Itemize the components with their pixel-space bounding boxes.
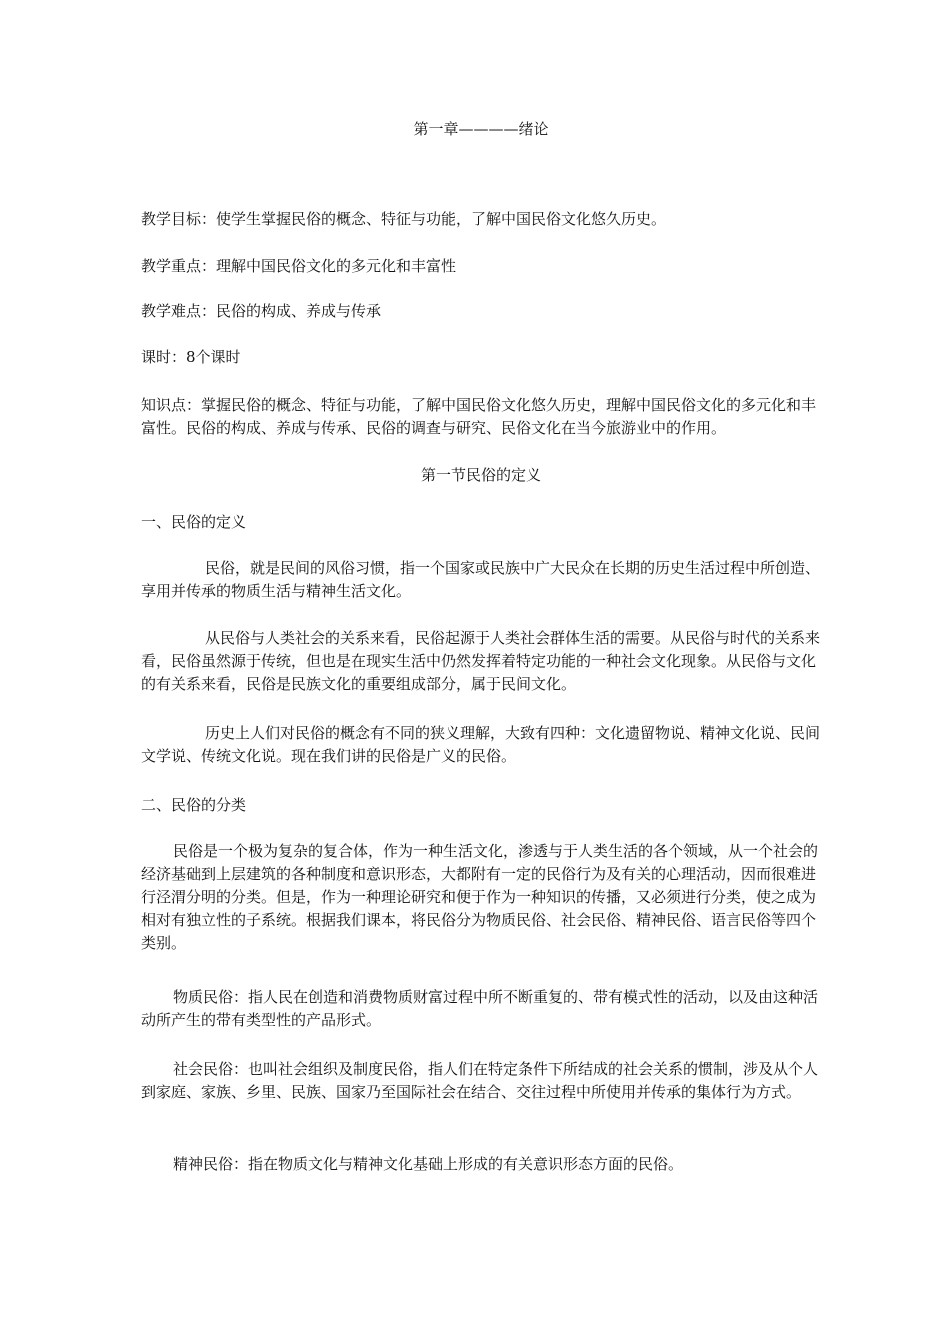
paragraph-definition: 民俗，就是民间的风俗习惯，指一个国家或民族中广大民众在长期的历史生活过程中所创造、享用并传承的物质生活与精神生活文化。	[141, 559, 821, 600]
heading-definition: 一、民俗的定义	[141, 513, 247, 531]
paragraph-history: 历史上人们对民俗的概念有不同的狭义理解，大致有四种：文化遗留物说、精神文化说、民间文学说、传统文化说。现在我们讲的民俗是广义的民俗。	[141, 724, 821, 765]
teaching-objectives: 教学目标：使学生掌握民俗的概念、特征与功能，了解中国民俗文化悠久历史。	[141, 210, 667, 228]
section-title: 第一节民俗的定义	[420, 466, 541, 484]
teaching-difficulties: 教学难点：民俗的构成、养成与传承	[141, 302, 382, 320]
chapter-title: 第一章————绪论	[413, 120, 549, 138]
knowledge-points: 知识点：掌握民俗的概念、特征与功能，了解中国民俗文化悠久历史，理解中国民俗文化的多元化和丰富性。民俗的构成、养成与传承、民俗的调查与研究、民俗文化在当今旅游业中的作用。	[141, 396, 817, 437]
class-hours: 课时：8个课时	[141, 348, 241, 366]
paragraph-spiritual-folklore: 精神民俗：指在物质文化与精神文化基础上形成的有关意识形态方面的民俗。	[173, 1155, 684, 1173]
teaching-key-points: 教学重点：理解中国民俗文化的多元化和丰富性	[141, 257, 457, 275]
heading-classification: 二、民俗的分类	[141, 796, 247, 814]
paragraph-social-folklore: 社会民俗：也叫社会组织及制度民俗，指人们在特定条件下所结成的社会关系的惯制，涉及从个人到家庭、家族、乡里、民族、国家乃至国际社会在结合、交往过程中所使用并传承的集体行为方式。	[141, 1060, 819, 1101]
paragraph-material-folklore: 物质民俗：指人民在创造和消费物质财富过程中所不断重复的、带有模式性的活动，以及由这种活动所产生的带有类型性的产品形式。	[141, 988, 819, 1029]
paragraph-relation: 从民俗与人类社会的关系来看，民俗起源于人类社会群体生活的需要。从民俗与时代的关系来看，民俗虽然源于传统，但也是在现实生活中仍然发挥着特定功能的一种社会文化现象。从民俗与文化的有关系来看，民俗是民族文化的重要组成部分，属于民间文化。	[141, 629, 821, 693]
paragraph-classification: 民俗是一个极为复杂的复合体，作为一种生活文化，渗透与于人类生活的各个领域，从一个社会的经济基础到上层建筑的各种制度和意识形态，大都附有一定的民俗行为及有关的心理活动，因而很难进行泾渭分明的分类。但是，作为一种理论研究和便于作为一种知识的传播，又必须进行分类，使之成为相对有独立性的子系统。根据我们课本，将民俗分为物质民俗、社会民俗、精神民俗、语言民俗等四个类别。	[141, 842, 819, 952]
